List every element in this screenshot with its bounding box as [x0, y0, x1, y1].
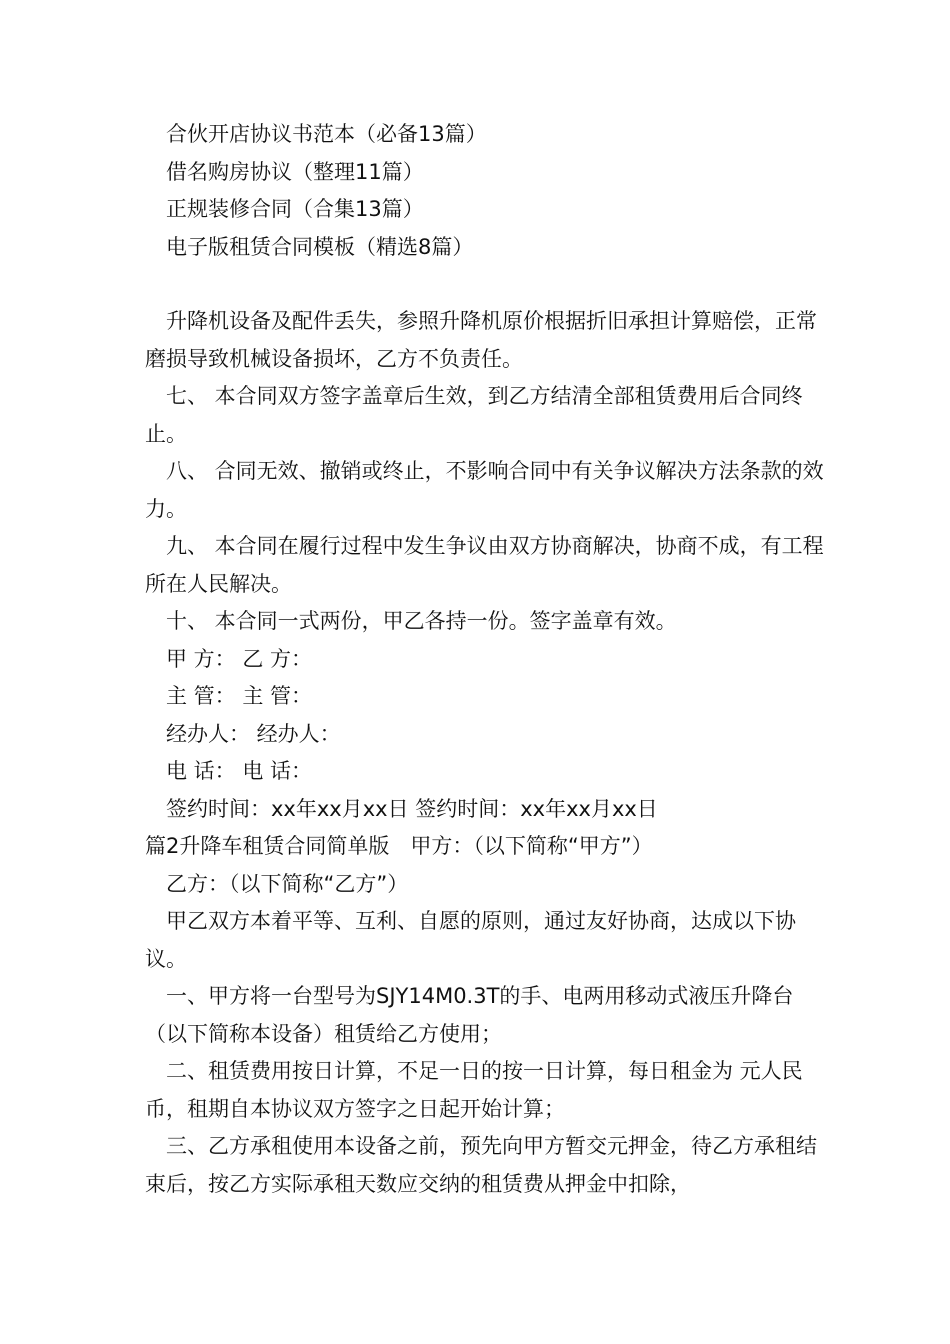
signing-date-line: 签约时间：xx年xx月xx日 签约时间：xx年xx月xx日 [166, 796, 658, 821]
clause-9: 九、 本合同在履行过程中发生争议由双方协商解决，协商不成，有工程所在人民解决。 [145, 534, 824, 596]
preamble-paragraph: 甲乙双方本着平等、互利、自愿的原则，通过友好协商，达成以下协议。 [145, 909, 796, 971]
contract-body [145, 303, 825, 1203]
related-link[interactable]: 借名购房协议（整理11篇） [166, 159, 424, 184]
signature-manager-line: 主 管： 主 管： [166, 684, 313, 708]
related-link[interactable]: 电子版租赁合同模板（精选8篇） [166, 234, 474, 259]
section-heading: 篇2升降车租赁合同简单版 甲方：（以下简称“甲方”） [145, 834, 653, 858]
signature-phone-line: 电 话： 电 话： [166, 759, 313, 783]
clause-7: 七、 本合同双方签字盖章后生效，到乙方结清全部租赁费用后合同终止。 [145, 384, 803, 446]
party-b-line: 乙方：（以下简称“乙方”） [166, 871, 409, 896]
clause-10: 十、 本合同一式两份，甲乙各持一份。签字盖章有效。 [166, 609, 677, 633]
related-link[interactable]: 正规装修合同（合集13篇） [166, 197, 424, 221]
related-links-list [145, 116, 825, 266]
signature-party-line: 甲 方： 乙 方： [166, 646, 313, 671]
clause-8: 八、 合同无效、撤销或终止，不影响合同中有关争议解决方法条款的效力。 [145, 459, 824, 521]
clause-2: 二、租赁费用按日计算，不足一日的按一日计算，每日租金为 元人民币，租期自本协议双方签字之日起开始计算； [145, 1059, 803, 1121]
clause-1: 一、甲方将一台型号为SJY14M0.3T的手、电两用移动式液压升降台（以下简称本设备）租赁给乙方使用； [145, 984, 794, 1046]
signature-handler-line: 经办人： 经办人： [166, 721, 341, 746]
related-link[interactable]: 合伙开店协议书范本（必备13篇） [166, 122, 487, 146]
paragraph: 升降机设备及配件丢失，参照升降机原价根据折旧承担计算赔偿，正常磨损导致机械设备损坏，乙方不负责任。 [145, 309, 817, 371]
clause-3: 三、乙方承租使用本设备之前，预先向甲方暂交元押金，待乙方承租结束后，按乙方实际承租天数应交纳的租赁费从押金中扣除， [145, 1134, 817, 1196]
